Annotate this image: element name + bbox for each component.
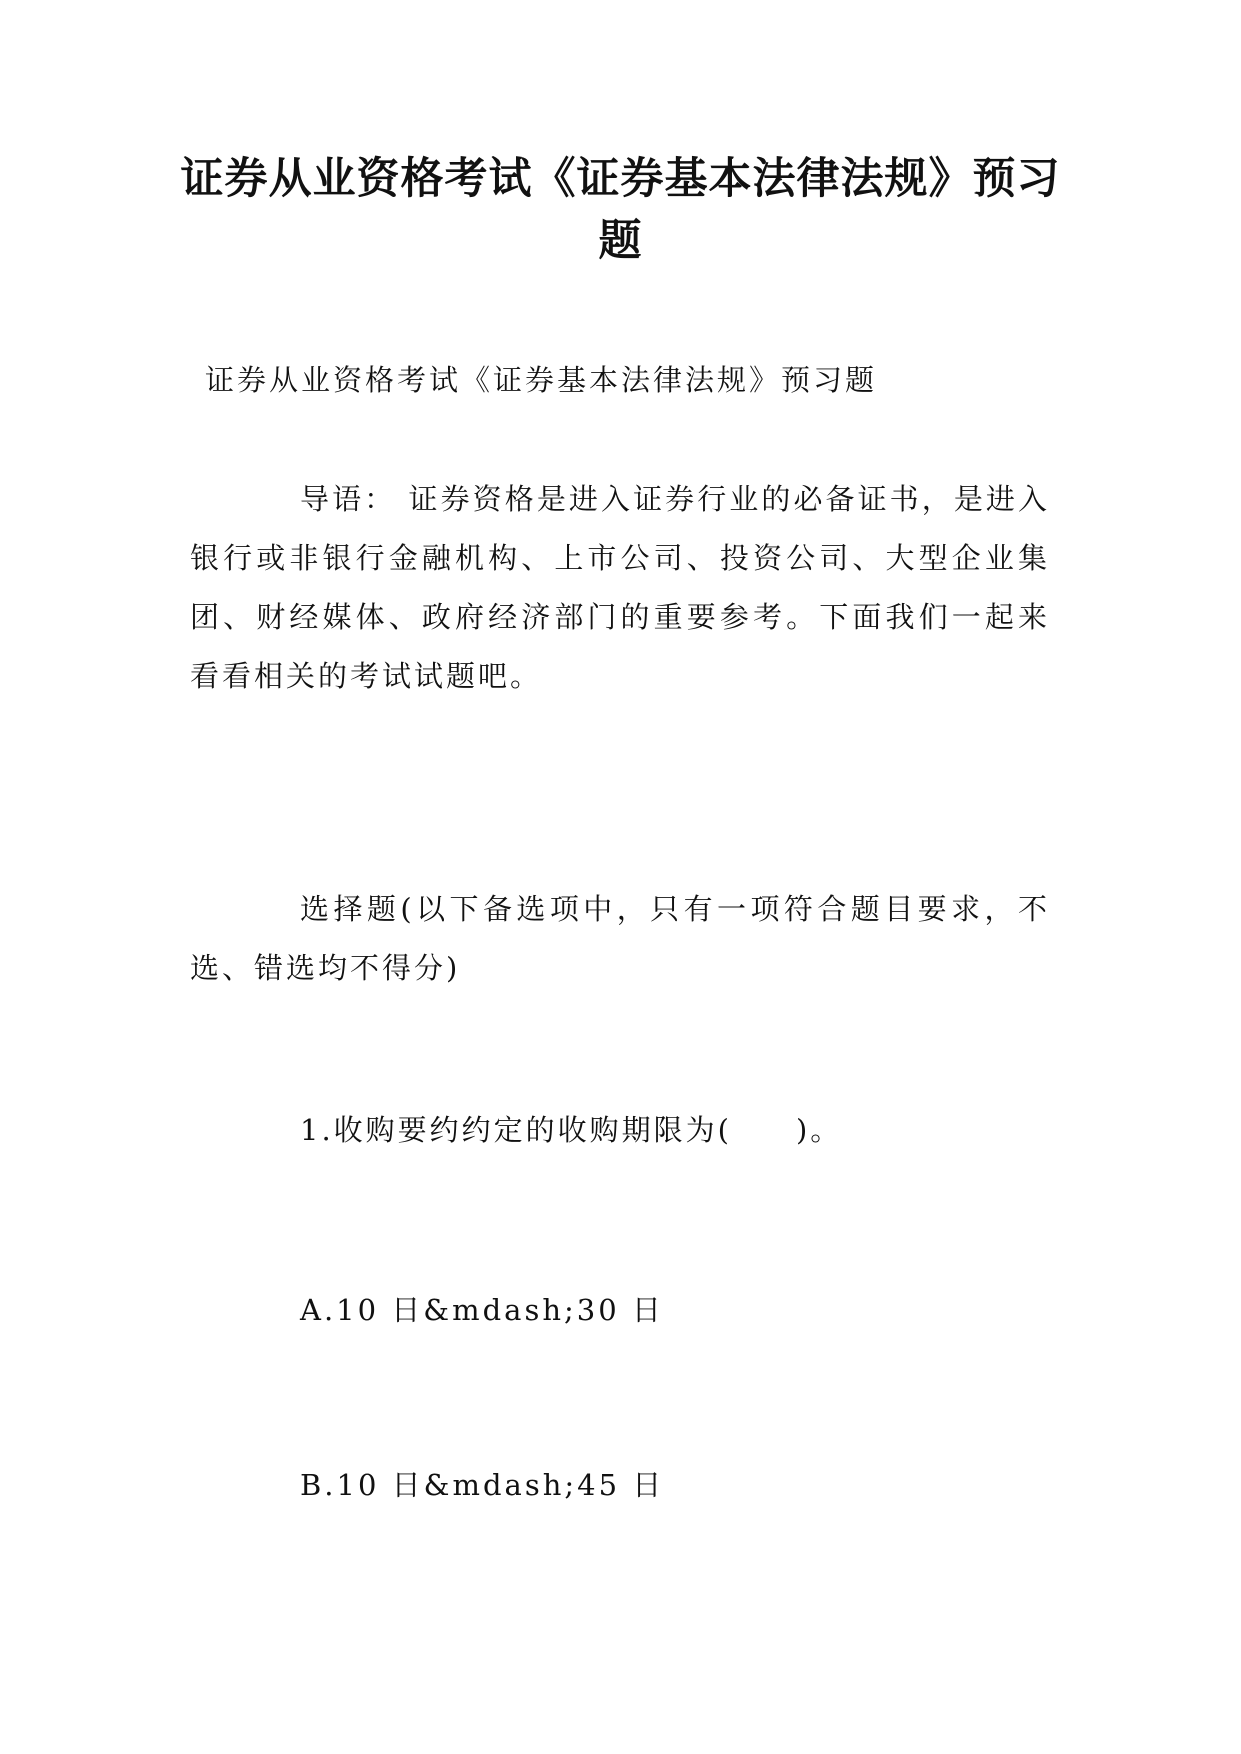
option-b: B.10 日&mdash;45 日 [300, 1468, 665, 1502]
document-title: 证券从业资格考试《证券基本法律法规》预习题 [180, 154, 1061, 266]
intro-paragraph: 导语： 证券资格是进入证券行业的必备证书，是进入银行或非银行金融机构、上市公司、投资公司、大型企业集团、财经媒体、政府经济部门的重要参考。下面我们一起来看看相关的考试试题吧。 [190, 482, 1050, 693]
option-a: A.10 日&mdash;30 日 [300, 1293, 664, 1327]
question-text: 1.收购要约约定的收购期限为( )。 [300, 1113, 843, 1147]
document-subtitle: 证券从业资格考试《证券基本法律法规》预习题 [205, 363, 878, 397]
section-instructions: 选择题(以下备选项中，只有一项符合题目要求，不选、错选均不得分) [190, 892, 1050, 985]
